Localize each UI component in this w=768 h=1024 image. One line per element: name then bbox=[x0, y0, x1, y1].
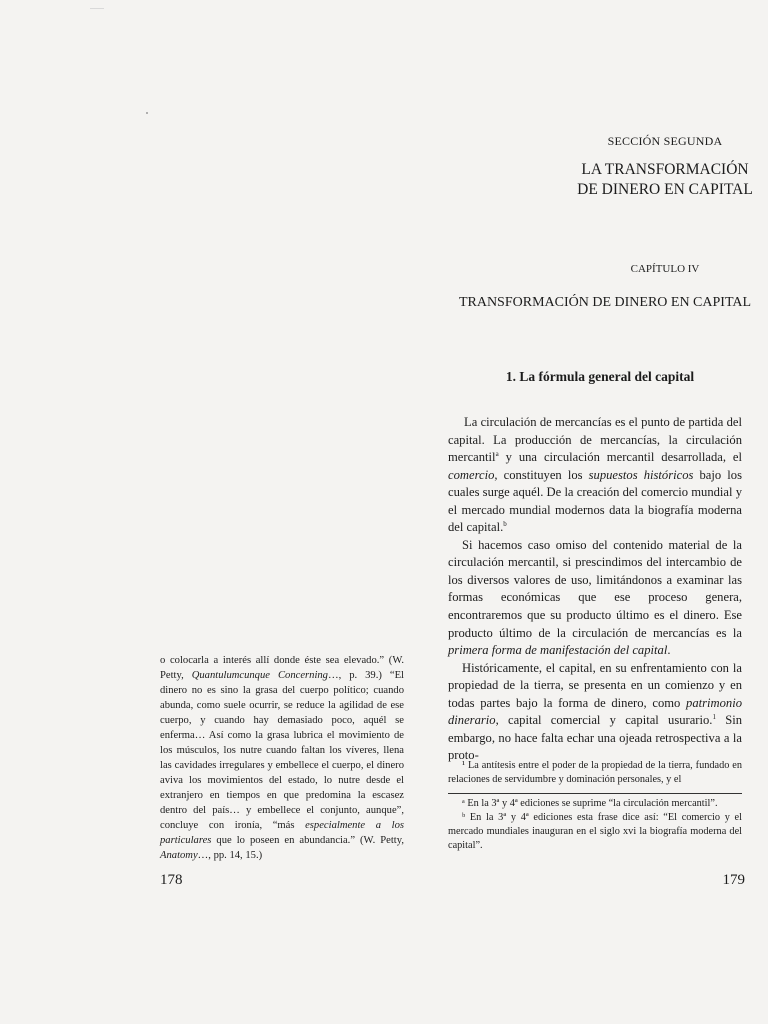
footnote-1 bbox=[448, 759, 742, 787]
paragraph: Si hacemos caso omiso del contenido material de la circulación mercantil, si prescindimos del intercambio de los diversos valores de uso, limitándonos a examinar las formas económicas que ese proceso genera, encontraremos que su producto último es el dinero. Ese producto último de la circulación de mercancías es la primera forma de manifestación del capital. bbox=[448, 537, 742, 658]
footnote-b: ᵇ En la 3ª y 4ª ediciones esta frase dice así: “El comercio y el mercado mundiales inauguran en el siglo xvi la biografía moderna del capital”. bbox=[448, 812, 742, 851]
footnote-a: ᵃ En la 3ª y 4ª ediciones se suprime “la circulación mercantil”. bbox=[462, 798, 718, 809]
right-page bbox=[420, 0, 768, 1024]
editorial-footnotes bbox=[448, 797, 742, 853]
left-page-footnote bbox=[160, 653, 404, 863]
section-label: SECCIÓN SEGUNDA bbox=[607, 134, 723, 148]
scan-speck bbox=[90, 8, 104, 9]
page-number-right: 179 bbox=[722, 872, 745, 888]
chapter-title: TRANSFORMACIÓN DE DINERO EN CAPITAL bbox=[458, 295, 752, 310]
subsection-title: 1. La fórmula general del capital bbox=[505, 369, 695, 384]
body-text bbox=[448, 414, 742, 765]
paragraph: Históricamente, el capital, en su enfrentamiento con la propiedad de la tierra, se presenta en un comienzo y en todas partes bajo la forma de dinero, como patrimonio dinerario, capital comercial y capital usurario.$^1$ Sin embargo, no hace falta echar una ojeada retrospectiva a la proto- bbox=[448, 660, 743, 763]
paragraph: La circulación de mercancías es el punto de partida del capital. La producción de mercancías, la circulación mercantil$^a$ y una circulación mercantil desarrollada, el comercio, constituyen los supuestos históricos bajo los cuales surge aquél. De la creación del comercio mundial y el mercado mundial modernos data la biografía moderna del capital.$^b$ bbox=[448, 415, 742, 535]
chapter-label: CAPÍTULO IV bbox=[630, 263, 700, 275]
page-number-left: 178 bbox=[160, 872, 183, 888]
footnote-1-text: ¹ La antítesis entre el poder de la propiedad de la tierra, fundado en relaciones de servidumbre y dominación personales, y el bbox=[448, 760, 742, 785]
part-title-line-1: LA TRANSFORMACIÓN bbox=[581, 161, 749, 178]
part-title bbox=[490, 160, 768, 200]
part-title-line-2: DE DINERO EN CAPITAL bbox=[577, 181, 753, 198]
scan-speck bbox=[146, 112, 148, 114]
footnote-text: o colocarla a interés allí donde éste sea elevado.” (W. Petty, Quantulumcunque Concerning…, p. 39.) “El dinero no es sino la grasa del cuerpo político; cuando abunda, como suele ocurrir, se reduce la agilidad de ese cuerpo, y cuando hay demasiado poco, aquél se enferma… Así como la grasa lubrica el movimiento de los músculos, los nutre cuando faltan los víveres, llena las cavidades irregulares y embellece el cuerpo, el dinero aviva los movimientos del estado, lo nutre desde el extranjero en tiempos en que predomina la escasez dentro del país… y embellece el conjunto, aunque”, concluye con ironía, “más especialmente a los particulares que lo poseen en abundancia.” (W. Petty, Anatomy…, pp. 14, 15.) bbox=[160, 655, 404, 861]
footnote-divider bbox=[448, 793, 742, 794]
